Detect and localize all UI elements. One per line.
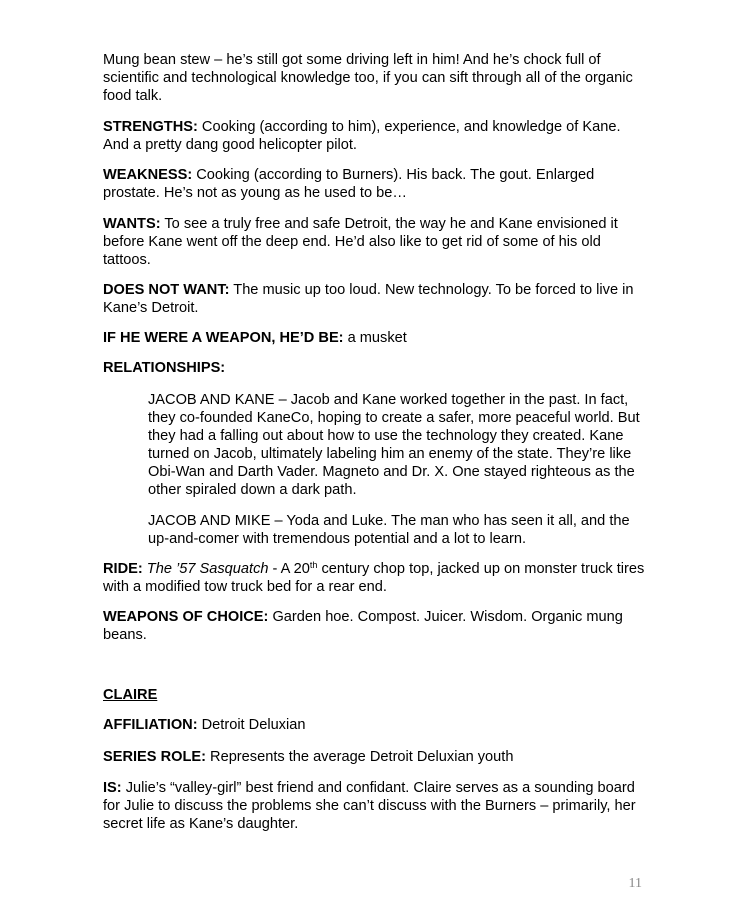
weakness-label: WEAKNESS: [103, 167, 193, 183]
weapon-text: a musket [343, 330, 407, 346]
ride-name: The ’57 Sasquatch [146, 561, 269, 577]
relationship-jacob-kane: JACOB AND KANE – Jacob and Kane worked together in the past. In fact, they co-founded KaneCo, hoping to create a safer, more peaceful world. But they had a falling out about how to use the technology they created. Kane turned on Jacob, ultimately labeling him an enemy of the state. They’re like Obi-Wan and Darth Vader. Magneto and Dr. X. One stayed righteous as the other spiraled down a dark path. [148, 392, 640, 498]
strengths-paragraph [103, 118, 648, 154]
affiliation-paragraph [103, 716, 648, 734]
claire-heading: CLAIRE [103, 687, 158, 703]
series-role-label: SERIES ROLE: [103, 749, 206, 765]
ride-label: RIDE: [103, 561, 143, 577]
does-not-want-text: The music up too loud. New technology. To be forced to live in Kane’s Detroit. [103, 282, 634, 316]
is-paragraph [103, 779, 648, 833]
does-not-want-label: DOES NOT WANT: [103, 282, 230, 298]
weapons-of-choice-text: Garden hoe. Compost. Juicer. Wisdom. Organic mung beans. [103, 609, 623, 643]
wants-text: To see a truly free and safe Detroit, the way he and Kane envisioned it before Kane went off the deep end. He’d also like to get rid of some of his old tattoos. [103, 216, 618, 268]
ride-paragraph [103, 560, 648, 596]
weakness-text: Cooking (according to Burners). His back. The gout. Enlarged prostate. He’s not as young as he used to be… [103, 167, 595, 201]
wants-label: WANTS: [103, 216, 161, 232]
affiliation-text: Detroit Deluxian [197, 717, 306, 733]
weapon-label: IF HE WERE A WEAPON, HE’D BE: [103, 330, 344, 346]
does-not-want-paragraph [103, 281, 648, 317]
ride-superscript: th [309, 560, 318, 570]
is-text: Julie’s “valley-girl” best friend and confidant. Claire serves as a sounding board for Julie to discuss the problems she can’t discuss with the Burners – primarily, her secret life as Kane’s daughter. [103, 780, 636, 832]
strengths-text: Cooking (according to him), experience, and knowledge of Kane. And a pretty dang good helicopter pilot. [103, 119, 621, 153]
relationship-jacob-mike: JACOB AND MIKE – Yoda and Luke. The man who has seen it all, and the up-and-comer with tremendous potential and a lot to learn. [148, 513, 630, 547]
wants-paragraph [103, 215, 648, 269]
weakness-paragraph [103, 166, 648, 202]
mung-bean-text: Mung bean stew – he’s still got some driving left in him! And he’s chock full of scientific and technological knowledge too, if you can sift through all of the organic food talk. [103, 52, 633, 104]
series-role-paragraph [103, 748, 648, 766]
series-role-text: Represents the average Detroit Deluxian youth [205, 749, 514, 765]
mung-bean-paragraph [103, 51, 648, 105]
is-label: IS: [103, 780, 122, 796]
relationships-heading: RELATIONSHIPS: [103, 360, 226, 376]
weapon-paragraph [103, 329, 648, 347]
page-number: 11 [628, 876, 642, 891]
ride-text-end: century chop top, jacked up on monster truck tires with a modified tow truck bed for a rear end. [103, 561, 645, 595]
strengths-label: STRENGTHS: [103, 119, 198, 135]
weapons-of-choice-label: WEAPONS OF CHOICE: [103, 609, 269, 625]
ride-text-start: - A 20 [268, 561, 310, 577]
affiliation-label: AFFILIATION: [103, 717, 198, 733]
weapons-of-choice-paragraph [103, 608, 648, 644]
